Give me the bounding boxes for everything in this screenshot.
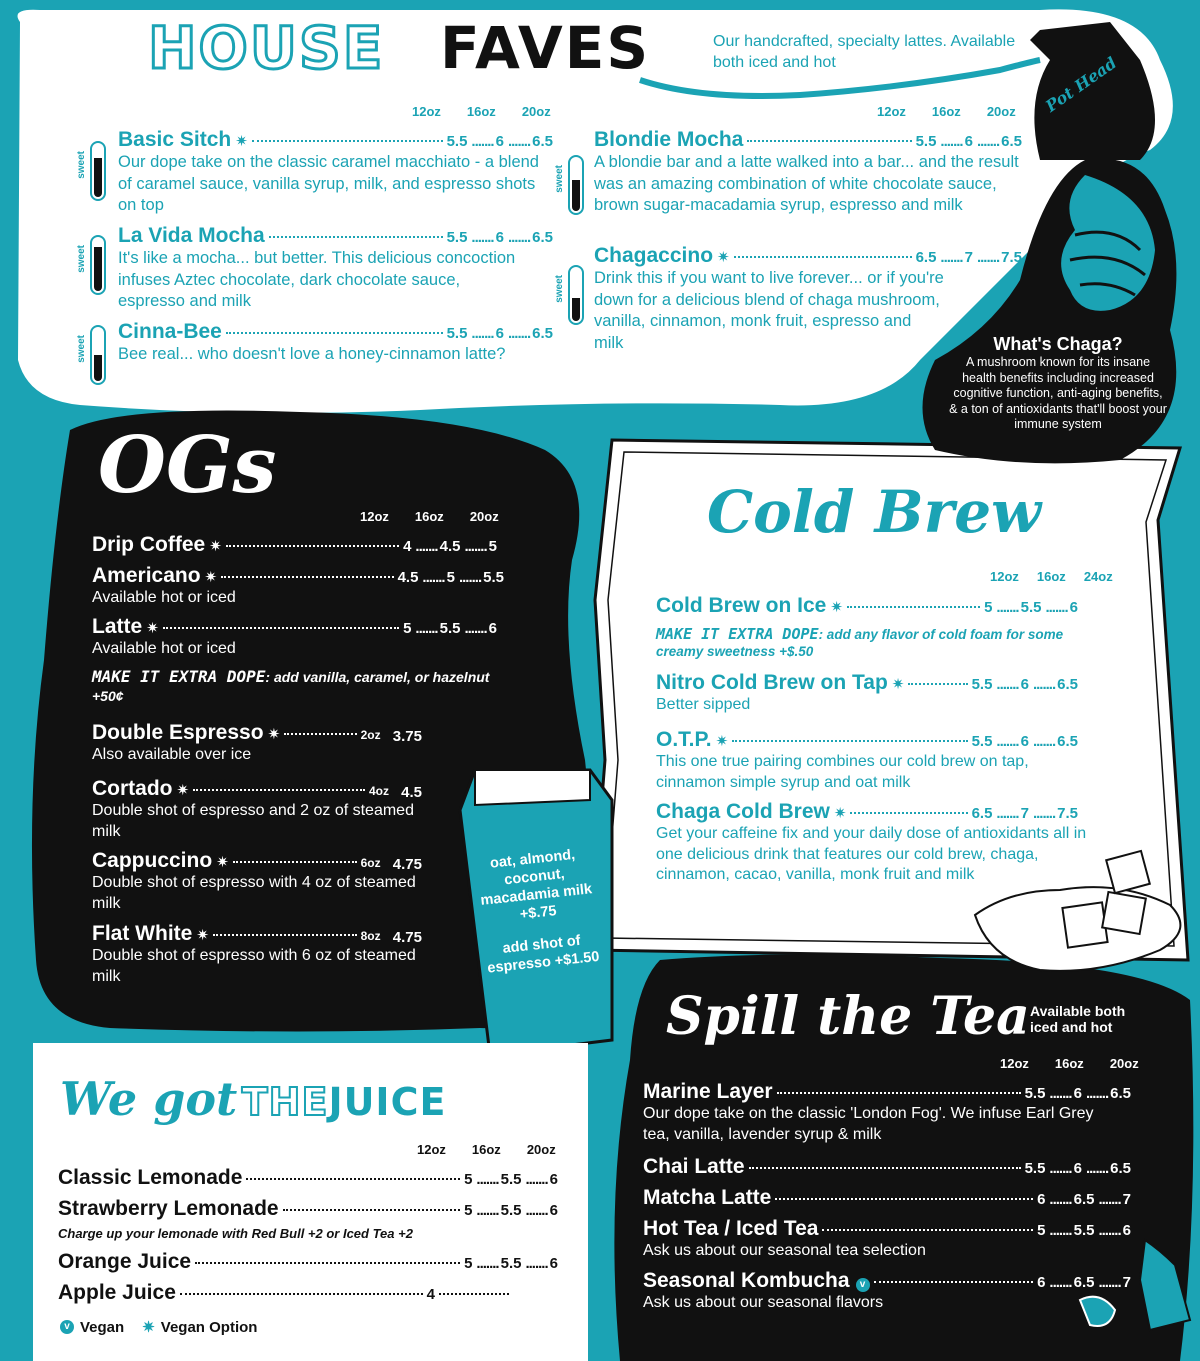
- menu-item-otp: O.T.P. ✷ 5.5 ....... 6 ....... 6.5 This one true pairing combines our cold brew on tap, cinnamon simple syrup and oat milk: [656, 728, 1078, 793]
- menu-item-americano: Americano ✷ 4.5 ....... 5 ....... 5.5 Available hot or iced: [92, 564, 504, 609]
- house-tagline: Our handcrafted, specialty lattes. Available both iced and hot: [713, 33, 1016, 71]
- pot-head-label: Pot Head: [1041, 53, 1121, 116]
- vegan-option-icon: ✷: [142, 1319, 155, 1336]
- sweet-fill: [94, 158, 102, 197]
- sweet-fill: [94, 355, 102, 381]
- vegan-option-icon: ✷: [715, 733, 729, 750]
- menu-item-chaga-cold-brew: Chaga Cold Brew ✷ 6.5 ....... 7 ....... 7.5 Get your caffeine fix and your daily dose of antioxidants all in one delicious drink that features our cold brew, chaga, cinnamon, cacao, vanilla, monk fruit and milk: [656, 800, 1078, 886]
- tea-title: Spill the Tea: [666, 986, 1030, 1047]
- vegan-option-icon: ✷: [196, 927, 209, 944]
- menu-item-latte: Latte ✷ 5 ....... 5.5 ....... 6 Available hot or iced: [92, 615, 497, 660]
- menu-item-chagaccino: Chagaccino ✷ 6.5 ....... 7 ....... 7.5 Drink this if you want to live forever... or if you're down for a delicious blend of chaga mushroom, vanilla, cinnamon, monk fruit, espresso and milk: [594, 244, 1022, 354]
- juice-sizes: 12oz 16oz 20oz: [417, 1142, 556, 1157]
- house-left-sizes: 12oz 16oz 20oz: [412, 104, 551, 119]
- vegan-option-icon: ✷: [891, 676, 905, 693]
- vegan-option-icon: ✷: [216, 854, 229, 871]
- menu-item-classic-lemonade: Classic Lemonade 5 ....... 5.5 ....... 6: [58, 1166, 558, 1190]
- menu-item-la-vida-mocha: La Vida Mocha 5.5 ....... 6 ....... 6.5 It's like a mocha... but better. This delicious concoction infuses Aztec chocolate, dark chocolate sauce, espresso and milk: [118, 224, 553, 313]
- juice-title: We got THEJUICE: [60, 1072, 447, 1126]
- menu-item-cinna-bee: Cinna-Bee 5.5 ....... 6 ....... 6.5 Bee real... who doesn't love a honey-cinnamon latte?: [118, 320, 553, 366]
- chaga-info: [948, 333, 1168, 433]
- og-title: OGs: [98, 420, 277, 511]
- menu-item-strawberry-lemonade: Strawberry Lemonade 5 ....... 5.5 ....... 6: [58, 1197, 558, 1221]
- house-right-sizes: 12oz 16oz 20oz: [877, 104, 1016, 119]
- vegan-option-icon: ✷: [833, 805, 847, 822]
- menu-item-blondie-mocha: Blondie Mocha 5.5 ....... 6 ....... 6.5 A blondie bar and a latte walked into a bar... and the result was an amazing combination of white chocolate sauce, brown sugar-macadamia syrup, espresso and milk: [594, 128, 1022, 217]
- og-sizes: 12oz 16oz 20oz: [360, 509, 499, 524]
- menu-item-hot-iced-tea: Hot Tea / Iced Tea 5 ....... 5.5 ....... 6 Ask us about our seasonal tea selection: [643, 1217, 1131, 1262]
- chaga-title: What's Chaga?: [993, 334, 1123, 354]
- cold-brew-title: Cold Brew: [707, 478, 1042, 546]
- menu-item-drip-coffee: Drip Coffee ✷ 4 ....... 4.5 ....... 5: [92, 533, 497, 557]
- sweet-fill: [572, 180, 580, 211]
- menu-item-basic-sitch: Basic Sitch ✷ 5.5 ....... 6 ....... 6.5 Our dope take on the classic caramel macchiato - a blend of caramel sauce, vanilla syrup, milk, and espresso shots on top: [118, 128, 553, 217]
- cold-sizes: 12oz 16oz 24oz: [990, 569, 1113, 584]
- chaga-body: A mushroom known for its insane health benefits including increased cognitive function, anti-aging benefits, & a ton of antioxidants that'll boost your immune system: [949, 355, 1167, 431]
- menu-item-flat-white: Flat White ✷ 8oz 4.75 Double shot of espresso with 6 oz of steamed milk: [92, 922, 422, 985]
- legend: v Vegan ✷ Vegan Option: [60, 1318, 257, 1336]
- menu-item-orange-juice: Orange Juice 5 ....... 5.5 ....... 6: [58, 1250, 558, 1274]
- menu-item-nitro-cold-brew: Nitro Cold Brew on Tap ✷ 5.5 ....... 6 ....... 6.5 Better sipped: [656, 671, 1078, 716]
- juice-note: Charge up your lemonade with Red Bull +2 or Iced Tea +2: [58, 1226, 413, 1241]
- menu-item-cold-brew-on-ice: Cold Brew on Ice ✷ 5 ....... 5.5 ....... 6: [656, 594, 1078, 618]
- menu-item-apple-juice: Apple Juice 4: [58, 1281, 513, 1305]
- menu-item-marine-layer: Marine Layer 5.5 ....... 6 ....... 6.5 Our dope take on the classic 'London Fog'. We infuse Earl Grey tea, vanilla, lavender syrup & milk: [643, 1080, 1131, 1145]
- tea-sizes: 12oz 16oz 20oz: [1000, 1056, 1139, 1071]
- menu-item-cortado: Cortado ✷ 4oz 4.5 Double shot of espresso and 2 oz of steamed milk: [92, 777, 422, 840]
- og-extra-dope: MAKE IT EXTRA DOPE: add vanilla, caramel, or hazelnut +50¢: [92, 667, 490, 704]
- vegan-option-icon: ✷: [830, 599, 843, 616]
- menu-item-seasonal-kombucha: Seasonal Kombucha v 6 ....... 6.5 ....... 7 Ask us about our seasonal flavors: [643, 1269, 1131, 1314]
- menu-item-chai-latte: Chai Latte 5.5 ....... 6 ....... 6.5: [643, 1155, 1131, 1179]
- menu-item-matcha-latte: Matcha Latte 6 ....... 6.5 ....... 7: [643, 1186, 1131, 1210]
- vegan-option-icon: ✷: [267, 726, 281, 743]
- sweet-meter: sweet: [76, 235, 110, 295]
- sweet-fill: [94, 247, 102, 291]
- vegan-option-icon: ✷: [176, 782, 190, 799]
- vegan-icon: v: [856, 1278, 870, 1292]
- sweet-meter: sweet: [554, 155, 588, 215]
- sweet-fill: [572, 298, 580, 321]
- vegan-option-icon: ✷: [717, 249, 730, 266]
- vegan-option-icon: ✷: [235, 133, 248, 150]
- milk-options: oat, almond, coconut, macadamia milk +$.75 add shot of espresso +$1.50: [479, 846, 601, 977]
- sweet-meter: sweet: [76, 141, 110, 201]
- menu-item-cappuccino: Cappuccino ✷ 6oz 4.75 Double shot of espresso with 4 oz of steamed milk: [92, 849, 422, 912]
- menu-item-double-espresso: Double Espresso ✷ 2oz 3.75 Also available over ice: [92, 721, 422, 763]
- house-title-a: HOUSE: [148, 14, 385, 82]
- house-title-b: FAVES: [440, 14, 651, 82]
- vegan-option-icon: ✷: [204, 569, 218, 586]
- sweet-meter: sweet: [554, 265, 588, 325]
- sweet-meter: sweet: [76, 325, 110, 385]
- vegan-option-icon: ✷: [209, 538, 222, 555]
- cold-extra-dope: MAKE IT EXTRA DOPE: add any flavor of cold foam for some creamy sweetness +$.50: [656, 625, 1064, 659]
- tea-note: Available both iced and hot: [1030, 1003, 1126, 1035]
- vegan-icon: v: [60, 1320, 74, 1334]
- vegan-option-icon: ✷: [146, 620, 159, 637]
